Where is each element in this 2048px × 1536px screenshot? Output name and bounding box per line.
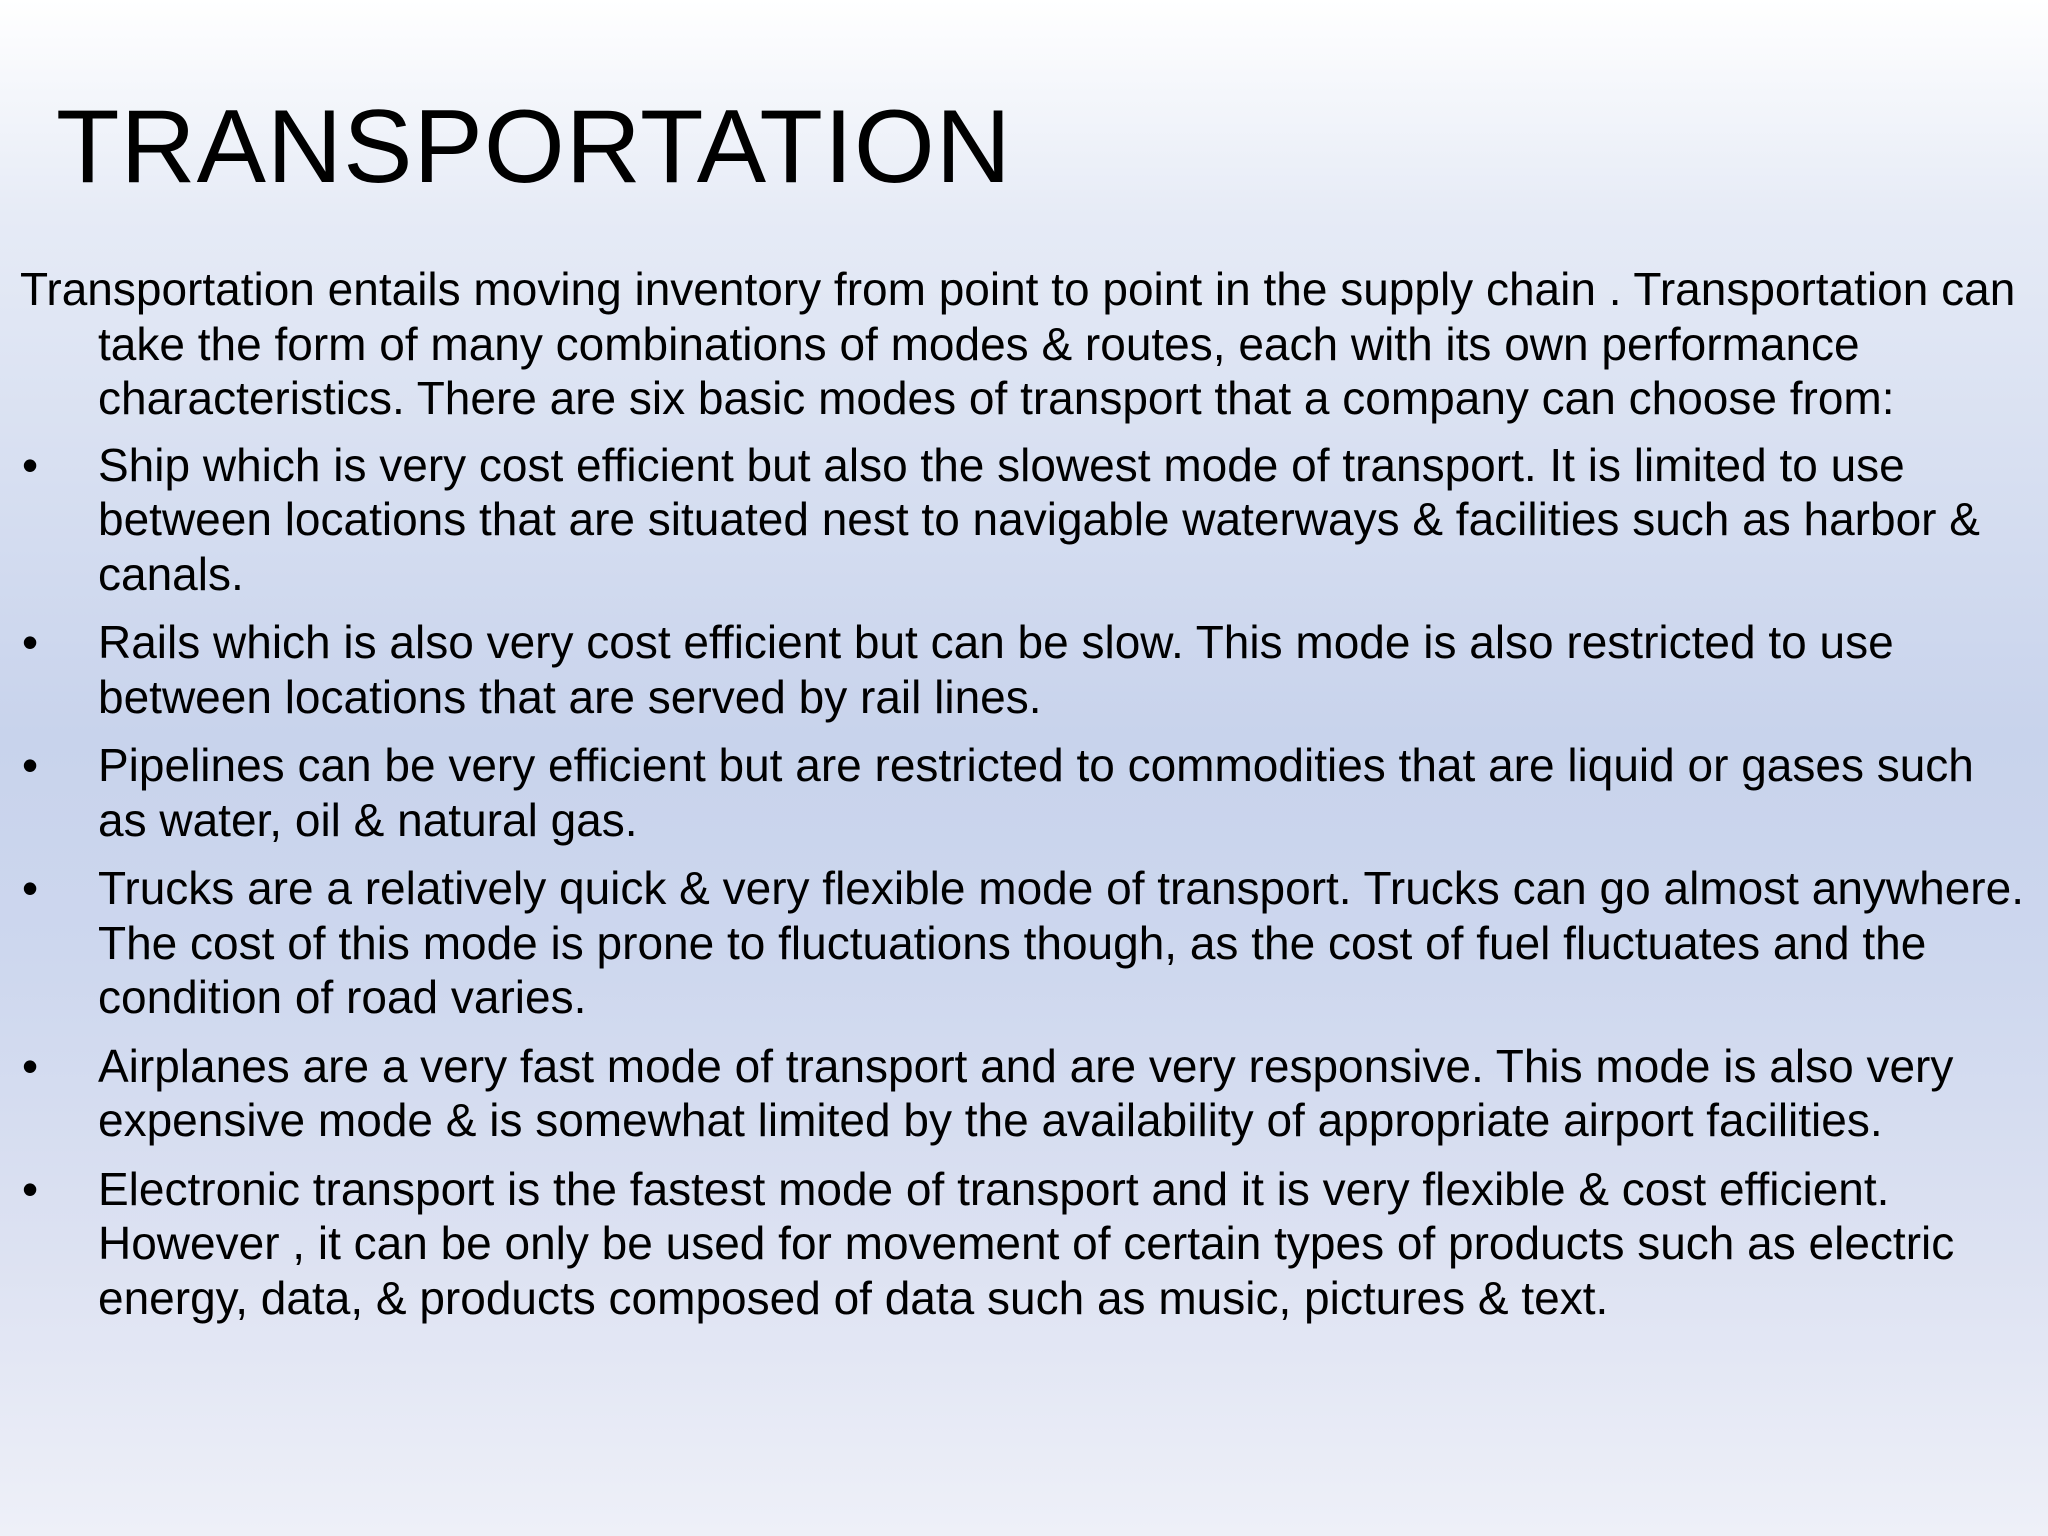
bullet-item-rails [20,615,2030,724]
bullet-marker: • [22,739,39,791]
bullet-item-pipelines [20,738,2030,847]
bullet-text: Electronic transport is the fastest mode of transport and it is very flexible & cost efficient. However , it can be only be used for movement of certain types of products such as electric energy, data, & products composed of data such as music, pictures & text. [98,1162,1955,1324]
bullet-item-ship [20,438,2030,602]
bullet-text: Airplanes are a very fast mode of transport and are very responsive. This mode is also very expensive mode & is somewhat limited by the availability of appropriate airport facilities. [98,1039,1954,1146]
bullet-text: Pipelines can be very efficient but are restricted to commodities that are liquid or gases such as water, oil & natural gas. [98,739,1974,846]
slide-body [20,262,2030,1339]
bullet-marker: • [22,1162,39,1215]
bullet-marker: • [22,862,39,914]
bullet-marker: • [22,438,39,491]
intro-paragraph: Transportation entails moving inventory from point to point in the supply chain . Transportation can take the form of many combinations of modes & routes, each with its own performance characteristics. There are six basic modes of transport that a company can choose from: [20,263,2016,424]
bullet-text: Ship which is very cost efficient but also the slowest mode of transport. It is limited to use between locations that are situated nest to navigable waterways & facilities such as harbor & canals. [98,438,1980,600]
bullet-item-airplanes [20,1039,2030,1148]
bullet-item-trucks [20,861,2030,1025]
bullet-marker: • [22,616,39,668]
bullet-item-electronic [20,1162,2030,1326]
bullet-text: Rails which is also very cost efficient but can be slow. This mode is also restricted to use between locations that are served by rail lines. [98,616,1894,723]
bullet-marker: • [22,1039,39,1092]
bullet-text: Trucks are a relatively quick & very flexible mode of transport. Trucks can go almost anywhere. The cost of this mode is prone to fluctuations though, as the cost of fuel fluctuates and the condition of road varies. [98,862,2024,1023]
slide-title: TRANSPORTATION [56,89,1012,205]
